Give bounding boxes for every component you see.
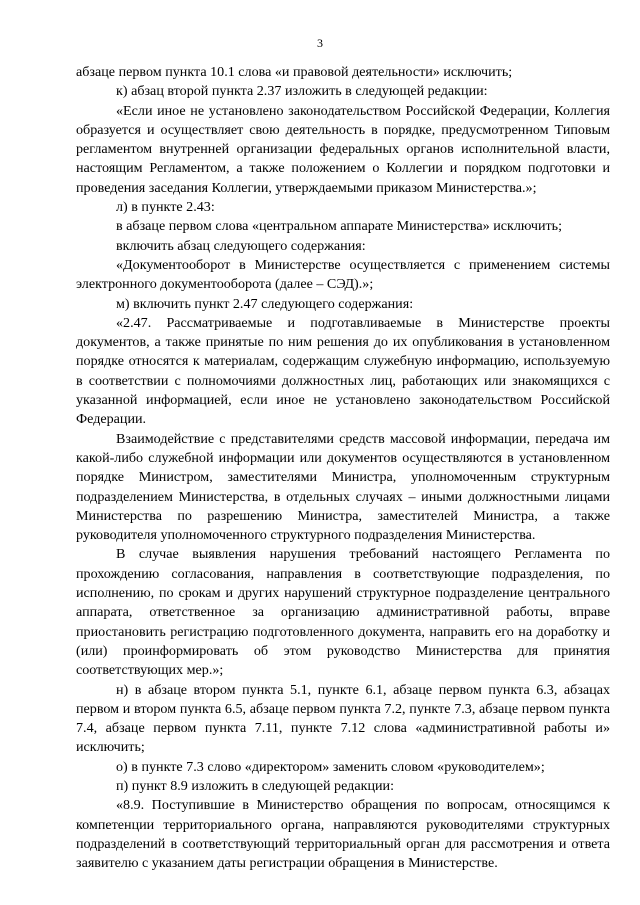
paragraph: п) пункт 8.9 изложить в следующей редакции: (116, 777, 394, 794)
paragraph: В случае выявления нарушения требований настоящего Регламента по прохождению согласования, направления в соответствующие подразделения, по исполнению, по срокам и других нарушений структурное подразделение центрального аппарата, ответственное за организацию административной работы, вправе приостановить регистрацию подготовленного документа, направить его на доработку и (или) проинформировать об этом руководство Министерства для принятия соответствующих мер.»; (76, 546, 610, 679)
page-number: 3 (317, 36, 323, 50)
paragraph: к) абзац второй пункта 2.37 изложить в следующей редакции: (116, 83, 488, 100)
paragraph: о) в пункте 7.3 слово «директором» заменить словом «руководителем»; (116, 758, 545, 775)
paragraph: «Документооборот в Министерстве осуществляется с применением системы электронного документооборота (далее – СЭД).»; (76, 256, 610, 293)
paragraph: включить абзац следующего содержания: (116, 237, 366, 254)
paragraph: Взаимодействие с представителями средств массовой информации, передача им какой-либо служебной информации или документов осуществляются в установленном порядке Министром, заместителями Министра, уполномоченным структурным подразделением Министерства, в отдельных случаях – иными должностными лицами Министерства по разрешению Министра, заместителей Министра, а также руководителя уполномоченного структурного подразделения Министерства. (76, 430, 610, 544)
paragraph: м) включить пункт 2.47 следующего содержания: (116, 295, 414, 312)
document-body (76, 63, 610, 873)
paragraph: «2.47. Рассматриваемые и подготавливаемые в Министерстве проекты документов, а также принятые по ним решения до их опубликования в установленном порядке относятся к материалам, содержащим служебную информацию, используемую в соответствии с полномочиями должностных лиц, работающих или знакомящихся с указанной информацией, если иное не установлено законодательством Российской Федерации. (76, 314, 610, 428)
paragraph: «Если иное не установлено законодательством Российской Федерации, Коллегия образуется и осуществляет свою деятельность в порядке, предусмотренном Типовым регламентом внутренней организации федеральных органов исполнительной власти, настоящим Регламентом, а также положением о Коллегии и порядком подготовки и проведения заседания Коллегии, утверждаемыми приказом Министерства.»; (76, 102, 610, 196)
paragraph: в абзаце первом слова «центральном аппарате Министерства» исключить; (116, 218, 562, 235)
paragraph: л) в пункте 2.43: (116, 199, 215, 216)
paragraph: абзаце первом пункта 10.1 слова «и правовой деятельности» исключить; (76, 64, 513, 80)
paragraph: н) в абзаце втором пункта 5.1, пункте 6.1, абзаце первом пункта 6.3, абзацах первом и втором пункта 6.5, абзаце первом пункта 7.2, пункте 7.3, абзаце первом пункта 7.4, абзаце первом пункта 7.11, пункте 7.12 слова «административной работы и» исключить; (76, 681, 610, 756)
paragraph: «8.9. Поступившие в Министерство обращения по вопросам, относящимся к компетенции территориального органа, направляются руководителями структурных подразделений в соответствующий территориальный орган для рассмотрения и ответа заявителю с указанием даты регистрации обращения в Министерстве. (76, 797, 610, 872)
